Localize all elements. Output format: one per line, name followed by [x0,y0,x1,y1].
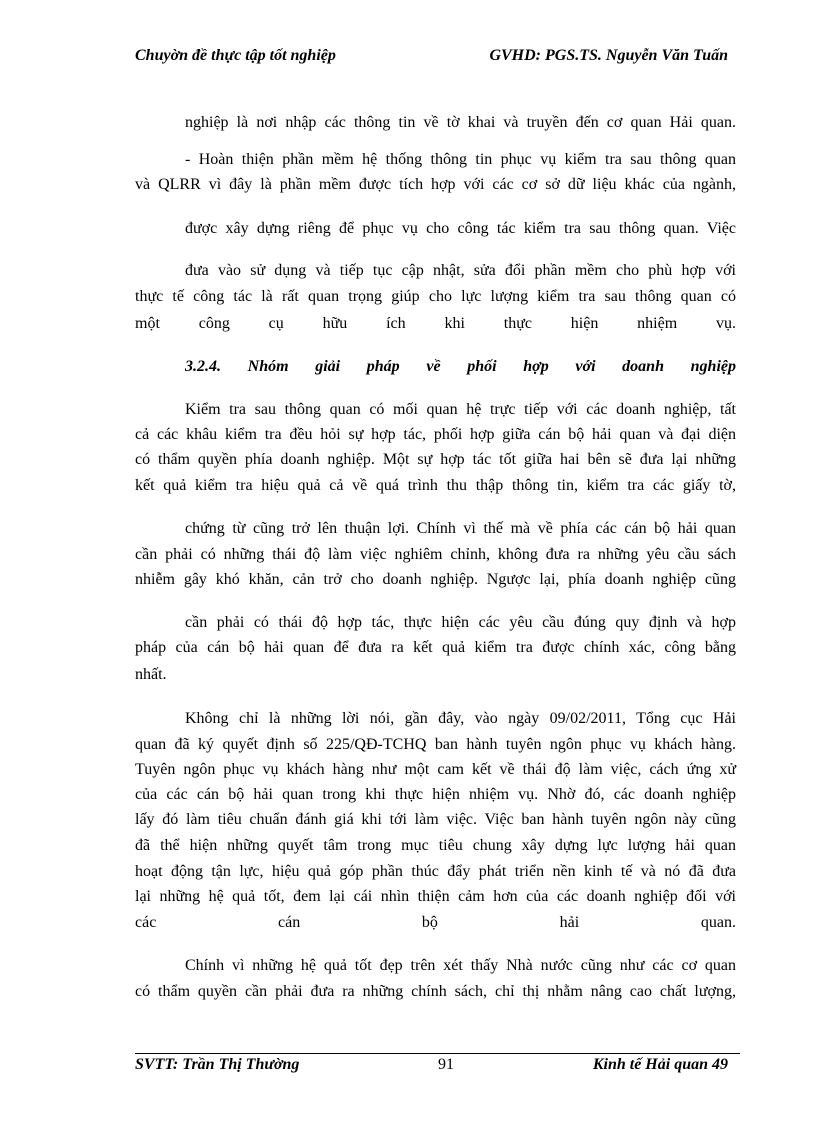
text-line: có thẩm quyền phía doanh nghiệp. Một sự hợp tác tốt giữa hai bên sẽ đưa lại những [135,451,736,468]
footer-left: SVTT: Trần Thị Thường [135,1056,300,1073]
text-line: đưa vào sử dụng và tiếp tục cập nhật, sửa đổi phần mềm cho phù hợp với [185,262,736,279]
text-line: có thẩm quyền cần phải đưa ra những chính sách, chỉ thị nhằm nâng cao chất lượng, [135,983,736,1000]
text-line: cả các khâu kiểm tra đều hỏi sự hợp tác, phối hợp giữa cán bộ hải quan và đại diện [135,426,736,443]
text-line: lại những hệ quả tốt, đem lại cái nhìn thiện cảm hơn của các doanh nghiệp đối với [135,888,736,905]
text-line: kết quả kiểm tra hiệu quả cả về quá trình thu thập thông tin, kiểm tra các giấy tờ, [135,477,736,494]
text-line: hoạt động tận lực, hiệu quả góp phần thúc đẩy phát triển nền kinh tế và nó đã đưa [135,863,736,880]
text-line: nhiễm gây khó khăn, cản trở cho doanh nghiệp. Ngược lại, phía doanh nghiệp cũng [135,571,736,588]
text-line: lấy đó làm tiêu chuẩn đánh giá khi tới làm việc. Việc ban hành tuyên ngôn này cũng [135,811,736,828]
text-line: Không chỉ là những lời nói, gần đây, vào ngày 09/02/2011, Tổng cục Hải [185,710,736,727]
text-line: Kiểm tra sau thông quan có mối quan hệ trực tiếp với các doanh nghiệp, tất [185,401,736,418]
text-line: Tuyên ngôn phục vụ khách hàng như một cam kết về thái độ làm việc, cách ứng xử [135,761,736,778]
text-line: chứng từ cũng trở lên thuận lợi. Chính vì thế mà về phía các cán bộ hải quan [185,520,736,537]
section-heading: 3.2.4. Nhóm giải pháp về phối hợp với doanh nghiệp [185,358,736,375]
text-line: Chính vì những hệ quả tốt đẹp trên xét thấy Nhà nước cũng như các cơ quan [185,957,736,974]
text-line: quan đã ký quyết định số 225/QĐ-TCHQ ban hành tuyên ngôn phục vụ khách hàng. [135,736,736,753]
text-line: cần phải có thái độ hợp tác, thực hiện các yêu cầu đúng quy định và hợp [185,614,736,631]
text-line: cần phải có những thái độ làm việc nghiêm chỉnh, không đưa ra những yêu cầu sách [135,546,736,563]
header-left: Chuyờn đề thực tập tốt nghiệp [135,47,336,64]
text-line: nghiệp là nơi nhập các thông tin về tờ khai và truyền đến cơ quan Hải quan. [185,114,736,131]
header-right: GVHD: PGS.TS. Nguyễn Văn Tuấn [489,47,728,64]
text-line: thực tế công tác là rất quan trọng giúp cho lực lượng kiểm tra sau thông quan có [135,288,736,305]
text-line: được xây dựng riêng để phục vụ cho công tác kiểm tra sau thông quan. Việc [185,220,736,237]
text-line: pháp của cán bộ hải quan để đưa ra kết quả kiểm tra được chính xác, công bằng [135,639,736,656]
text-line: đã thể hiện những quyết tâm trong mục tiêu chung xây dựng lực lượng hải quan [135,837,736,854]
text-line: và QLRR vì đây là phần mềm được tích hợp với các cơ sở dữ liệu khác của ngành, [135,176,736,193]
page-number: 91 [438,1056,454,1073]
text-line: một công cụ hữu ích khi thực hiện nhiệm vụ. [135,315,736,332]
text-line: - Hoàn thiện phần mềm hệ thống thông tin phục vụ kiểm tra sau thông quan [185,151,736,168]
footer-divider [135,1053,740,1054]
text-line: nhất. [135,666,167,683]
text-line: các cán bộ hải quan. [135,914,736,931]
footer-right: Kinh tế Hải quan 49 [592,1056,728,1073]
text-line: của các cán bộ hải quan trong khi thực hiện nhiệm vụ. Nhờ đó, các doanh nghiệp [135,786,736,803]
